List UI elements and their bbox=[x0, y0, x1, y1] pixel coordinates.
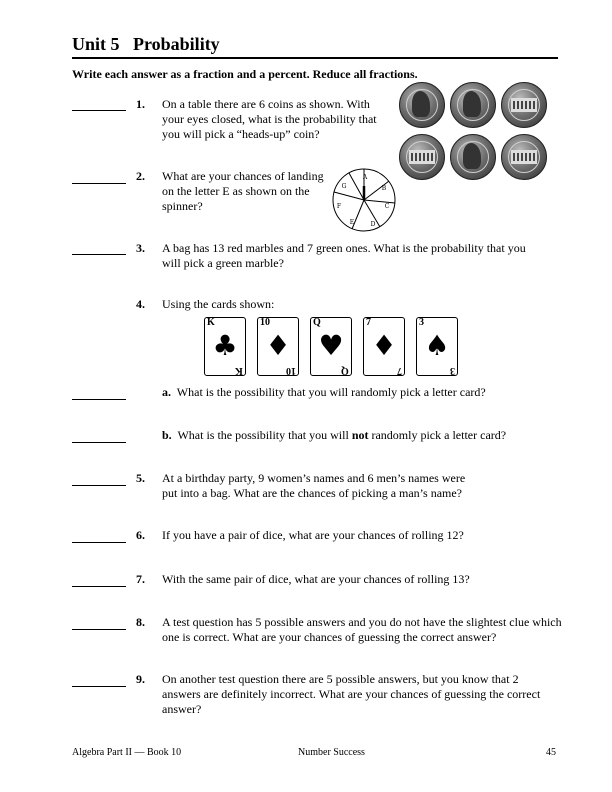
answer-blank-8[interactable] bbox=[72, 616, 126, 630]
question-9-line-3: answer? bbox=[162, 702, 202, 716]
answer-blank-1[interactable] bbox=[72, 97, 126, 111]
subquestion-text-a: What is the possibility that you will randomly pick a letter card? bbox=[176, 385, 486, 399]
question-1-line-1: On a table there are 6 coins as shown. With bbox=[162, 97, 370, 111]
question-3-line-1: A bag has 13 red marbles and 7 green ones. What is the probability that you bbox=[162, 241, 526, 255]
answer-blank-6[interactable] bbox=[72, 529, 126, 543]
spinner-letter: B bbox=[381, 185, 387, 192]
question-number-1: 1. bbox=[136, 97, 145, 111]
question-3-line-2: will pick a green marble? bbox=[162, 256, 284, 270]
spinner-letter: D bbox=[370, 221, 376, 228]
question-text-4a bbox=[162, 385, 486, 400]
card-rank: 3 bbox=[450, 365, 455, 376]
playing-card bbox=[363, 317, 405, 376]
subquestion-text-b-pre: What is the possibility that you will bbox=[177, 428, 352, 442]
playing-card bbox=[204, 317, 246, 376]
answer-blank-7[interactable] bbox=[72, 573, 126, 587]
question-9-line-2: answers are definitely incorrect. What are your chances of guessing the correct bbox=[162, 687, 541, 701]
question-text-8 bbox=[162, 615, 562, 645]
spinner-letter: G bbox=[341, 183, 347, 190]
spinner-letter: C bbox=[384, 203, 390, 210]
question-2-line-1: What are your chances of landing bbox=[162, 169, 324, 183]
coin-heads bbox=[399, 82, 445, 128]
question-text-3 bbox=[162, 241, 560, 271]
question-number-9: 9. bbox=[136, 672, 145, 686]
question-8-line-1: A test question has 5 possible answers and you do not have the slightest clue which bbox=[162, 615, 562, 629]
coin-tails bbox=[501, 134, 547, 180]
coin-tails bbox=[501, 82, 547, 128]
question-1-line-2: your eyes closed, what is the probability that bbox=[162, 112, 377, 126]
subquestion-label-a: a. bbox=[162, 385, 171, 399]
question-text-1 bbox=[162, 97, 377, 142]
instructions: Write each answer as a fraction and a percent. Reduce all fractions. bbox=[72, 67, 418, 81]
question-8-line-2: one is correct. What are your chances of guessing the correct answer? bbox=[162, 630, 497, 644]
question-text-2 bbox=[162, 169, 324, 214]
playing-card bbox=[416, 317, 458, 376]
coin-heads bbox=[450, 82, 496, 128]
title-rule bbox=[72, 57, 558, 59]
page-title: Unit 5 Probability bbox=[72, 34, 220, 54]
footer-series: Number Success bbox=[298, 747, 365, 758]
answer-blank-5[interactable] bbox=[72, 472, 126, 486]
question-5-line-2: put into a bag. What are the chances of picking a man’s name? bbox=[162, 486, 462, 500]
question-number-3: 3. bbox=[136, 241, 145, 255]
playing-card bbox=[257, 317, 299, 376]
card-rank: 7 bbox=[397, 365, 402, 376]
card-rank: 10 bbox=[260, 317, 270, 328]
question-number-4: 4. bbox=[136, 297, 145, 311]
answer-blank-4b[interactable] bbox=[72, 429, 126, 443]
subquestion-label-b: b. bbox=[162, 428, 172, 442]
answer-blank-4a[interactable] bbox=[72, 386, 126, 400]
question-number-2: 2. bbox=[136, 169, 145, 183]
spinner-letter: A bbox=[362, 174, 368, 181]
spade-icon: ♠ bbox=[424, 329, 450, 362]
playing-card bbox=[310, 317, 352, 376]
question-2-line-3: spinner? bbox=[162, 199, 203, 213]
card-rank: Q bbox=[341, 365, 349, 376]
question-text-7: With the same pair of dice, what are your chances of rolling 13? bbox=[162, 572, 470, 586]
question-1-line-3: you will pick a “heads-up” coin? bbox=[162, 127, 320, 141]
question-text-5 bbox=[162, 471, 465, 501]
subquestion-text-b-emphasis: not bbox=[351, 428, 369, 442]
card-rank: K bbox=[235, 365, 243, 376]
question-5-line-1: At a birthday party, 9 women’s names and 6 men’s names were bbox=[162, 471, 466, 485]
diamond-icon: ♦ bbox=[265, 329, 291, 362]
club-icon: ♣ bbox=[212, 329, 238, 362]
spinner bbox=[329, 168, 401, 232]
card-rank: 7 bbox=[366, 317, 371, 328]
spinner-letter: E bbox=[349, 219, 355, 226]
question-number-5: 5. bbox=[136, 471, 145, 485]
coin-tails bbox=[399, 134, 445, 180]
diamond-icon: ♦ bbox=[371, 329, 397, 362]
question-9-line-1: On another test question there are 5 possible answers, but you know that 2 bbox=[162, 672, 519, 686]
question-2-line-2: on the letter E as shown on the bbox=[162, 184, 310, 198]
heart-icon: ♥ bbox=[318, 329, 344, 362]
question-text-4: Using the cards shown: bbox=[162, 297, 275, 311]
answer-blank-2[interactable] bbox=[72, 170, 126, 184]
spinner-letter: F bbox=[336, 203, 342, 210]
question-number-7: 7. bbox=[136, 572, 145, 586]
answer-blank-9[interactable] bbox=[72, 673, 126, 687]
subquestion-text-b-post: randomly pick a letter card? bbox=[368, 428, 507, 442]
answer-blank-3[interactable] bbox=[72, 241, 126, 255]
question-text-4b bbox=[162, 428, 506, 443]
card-rank: Q bbox=[313, 317, 321, 328]
coin-group bbox=[399, 82, 549, 182]
card-rank: K bbox=[207, 317, 215, 328]
card-rank: 10 bbox=[286, 365, 296, 376]
question-text-9 bbox=[162, 672, 560, 717]
question-number-6: 6. bbox=[136, 528, 145, 542]
page-number: 45 bbox=[546, 747, 556, 758]
coin-heads bbox=[450, 134, 496, 180]
footer-book-title: Algebra Part II — Book 10 bbox=[72, 747, 182, 758]
question-number-8: 8. bbox=[136, 615, 145, 629]
card-rank: 3 bbox=[419, 317, 424, 328]
question-text-6: If you have a pair of dice, what are your chances of rolling 12? bbox=[162, 528, 464, 542]
